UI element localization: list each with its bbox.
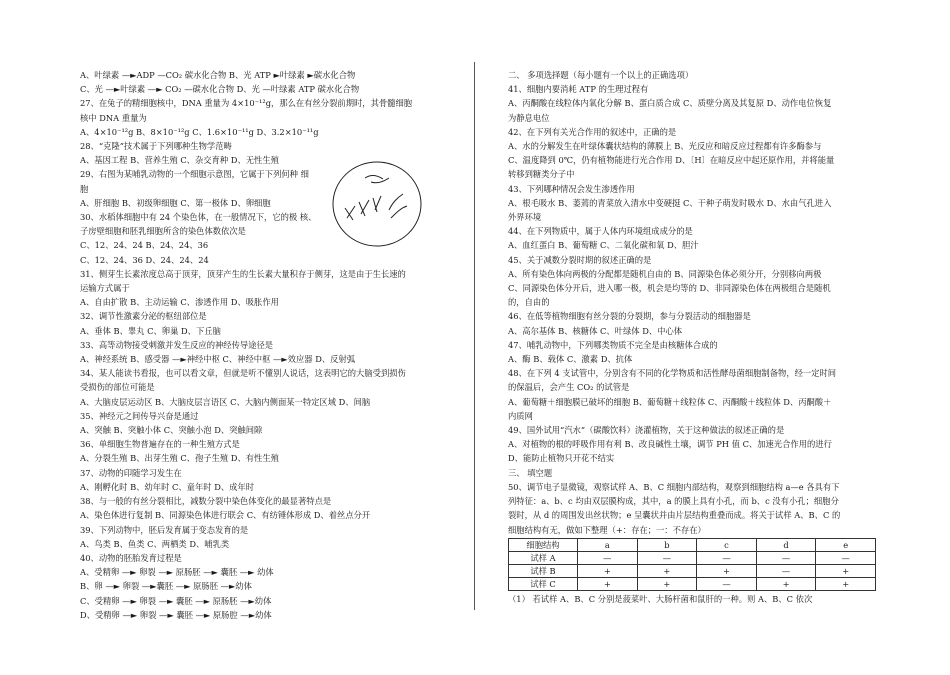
chromosome	[371, 178, 389, 183]
cell-diagram	[331, 158, 423, 250]
question-line: C、温度降到 0℃，仍有植物能进行光合作用 D、〔H〕在暗反应中起还原作用，并将能量	[508, 155, 835, 166]
question-line: 36、单细胞生物普遍存在的一种生殖方式是	[80, 439, 240, 450]
cell-membrane	[333, 162, 421, 246]
question-line: A、大脑皮层运动区 B、大脑皮层言语区 C、大脑内侧面某一特定区域 D、间脑	[80, 396, 371, 407]
question-line: 三、 填空题	[508, 467, 553, 478]
question-line: 49、国外试用“汽水”（碳酸饮料）浇灌植物，关于这种做法的叙述正确的是	[508, 425, 785, 436]
question-line: 内质网	[508, 410, 533, 421]
chromosome	[359, 200, 369, 216]
question-line: 43、下列哪种情况会发生渗透作用	[508, 183, 635, 194]
question-line: A、叶绿素 —►ADP —CO₂ 碳水化合物 B、光 ATP ►叶绿素 ►碳水化合物	[80, 70, 356, 80]
question-line: 列特征：a、b、c 均由双层膜构成，其中，a 的膜上具有小孔，而 b、c 没有小孔；细胞分	[508, 496, 839, 507]
question-line: 子房壁细胞和胚乳细胞所含的染色体数依次是	[80, 226, 246, 237]
right-questions	[508, 68, 876, 537]
question-line: 裂时，从 d 的周围发出丝状物；e 呈囊状并由片层结构重叠而成。将关于试样 A、B、C 的	[508, 510, 841, 521]
question-line: 38、与一般的有丝分裂相比，减数分裂中染色体变化的最显著特点是	[80, 496, 332, 507]
table-row	[509, 551, 876, 564]
question-line: 29、右图为某哺乳动物的一个细胞示意图，它属于下列何种 细	[80, 169, 309, 180]
chromosome	[391, 206, 407, 218]
question-line: C、同源染色体分开后，进入哪一极，机会是均等的 D、非同源染色体在两极组合是随机	[508, 283, 831, 294]
table-cell: +	[637, 564, 697, 577]
table-cell: —	[756, 564, 816, 577]
chromosome	[373, 196, 381, 212]
question-line: 30、水稻体细胞中有 24 个染色体，在一般情况下，它的极 核、	[80, 212, 317, 223]
question-line: A、突触 B、突触小体 C、突触小泡 D、突触间隙	[80, 425, 263, 436]
question-line: A、垂体 B、睾丸 C、卵巢 D、下丘脑	[80, 325, 221, 336]
question-line: A、丙酮酸在线粒体内氧化分解 B、蛋白质合成 C、质壁分离及其复原 D、动作电位恢复	[508, 98, 832, 109]
table-cell: —	[816, 551, 876, 564]
table-cell: —	[578, 551, 638, 564]
table-cell: +	[637, 577, 697, 590]
question-line: C、受精卵 —► 卵裂 —► 囊胚 —► 原肠胚 —►幼体	[80, 595, 272, 606]
question-line: A、葡萄糖＋细胞膜已破坏的细胞 B、葡萄糖＋线粒体 C、丙酮酸＋线粒体 D、丙酮酸＋	[508, 396, 832, 407]
question-line: 转移到糖类分子中	[508, 169, 575, 180]
question-line: A、染色体进行复制 B、同源染色体进行联会 C、有纺锤体形成 D、着丝点分开	[80, 510, 371, 521]
table-cell: —	[637, 551, 697, 564]
question-line: D、能防止植物只开花不结实	[508, 453, 615, 464]
question-line: 42、在下列有关光合作用的叙述中，正确的是	[508, 126, 677, 137]
question-line: 胞	[80, 183, 89, 194]
question-line: 28、“克隆”技术属于下列哪种生物学范畴	[80, 141, 232, 152]
table-cell: +	[578, 577, 638, 590]
question-line: A、根毛吸水 B、萎蔫的青菜放入清水中变硬挺 C、干种子萌发时吸水 D、水由气孔进入	[508, 197, 832, 208]
question-line: C、12、24、36 D、24、24、24	[80, 254, 209, 265]
question-line: A、对植物的根的呼吸作用有利 B、改良碱性土壤，调节 PH 值 C、加速光合作用的进行	[508, 439, 832, 450]
question-line: 32、调节性激素分泌的枢纽部位是	[80, 311, 207, 322]
question-line: A、肝细胞 B、初级卵细胞 C、第一极体 D、卵细胞	[80, 197, 271, 208]
question-line: 核中 DNA 重量为	[80, 112, 147, 123]
question-line: A、基因工程 B、营养生殖 C、杂交育种 D、无性生殖	[80, 155, 279, 166]
question-line: 40、动物的胚胎发育过程是	[80, 552, 182, 563]
question-line: 48、在下列 4 支试管中，分别含有不同的化学物质和活性酵母菌细胞制备物，经一定时间	[508, 368, 837, 379]
table-row	[509, 577, 876, 590]
table-header-cell: d	[756, 538, 816, 551]
table-row	[509, 564, 876, 577]
question-line: 为静息电位	[508, 112, 550, 123]
question-line: B、卵 —► 卵裂 —►囊胚 —► 原肠胚 —►幼体	[80, 581, 252, 592]
question-line: 47、哺乳动物中，下列哪类物质不完全是由核糖体合成的	[508, 339, 718, 350]
table-header-cell: a	[578, 538, 638, 551]
question-line: C、12、24、24 B、24、24、36	[80, 240, 209, 251]
table-header-row	[509, 538, 876, 551]
table-cell: +	[697, 564, 757, 577]
question-line: 41、细胞内要消耗 ATP 的生理过程有	[508, 84, 649, 95]
table-cell: —	[697, 551, 757, 564]
table-cell: +	[816, 577, 876, 590]
question-line: 46、在低等植物细胞有丝分裂的分裂期，参与分裂活动的细胞器是	[508, 311, 751, 322]
left-column	[80, 68, 452, 622]
table-cell: 试样 B	[509, 564, 578, 577]
question-line: A、刚孵化时 B、幼年时 C、童年时 D、成年时	[80, 481, 255, 492]
question-line: 44、在下列物质中，属于人体内环境组成成分的是	[508, 226, 693, 237]
question-line: 37、动物的印随学习发生在	[80, 467, 182, 478]
question-line: 27、在兔子的精细胞核中，DNA 重量为 4×10⁻¹²g，那么在有丝分裂前期时，其骨髓细胞	[80, 98, 413, 109]
question-line: 受损伤的部位可能是	[80, 382, 155, 393]
question-line: 31、侧芽生长素浓度总高于顶芽，顶芽产生的生长素大量积存于侧芽，这是由于生长速的	[80, 268, 406, 279]
table-header-cell: c	[697, 538, 757, 551]
table-header-cell: e	[816, 538, 876, 551]
question-line: A、鸟类 B、鱼类 C、两栖类 D、哺乳类	[80, 538, 230, 549]
question-line: 39、下列动物中，胚后发育属于变态发育的是	[80, 524, 249, 535]
question-line: A、酶 B、载体 C、激素 D、抗体	[508, 354, 633, 365]
table-cell: +	[578, 564, 638, 577]
question-line: 45、关于减数分裂时期的叙述正确的是	[508, 254, 652, 265]
question-line: 的，自由的	[508, 297, 550, 308]
table-cell: +	[756, 577, 816, 590]
question-line: 运输方式属于	[80, 283, 130, 294]
question-line: 33、高等动物接受刺激并发生反应的神经传导途径是	[80, 339, 274, 350]
chromosome	[389, 194, 403, 210]
question-line: 的保温后，会产生 CO₂ 的试管是	[508, 382, 630, 393]
table-cell: 试样 A	[509, 551, 578, 564]
chromosome	[345, 206, 355, 220]
question-line: 34、某人能读书看报，也可以看文章，但就是听不懂别人说话，这表明它的大脑受到损伤	[80, 368, 406, 379]
question-line: A、受精卵 —► 卵裂 —► 原肠胚 —► 囊胚 —► 幼体	[80, 567, 274, 578]
question-line: A、血红蛋白 B、葡萄糖 C、二氧化碳和氧 D、胆汁	[508, 240, 699, 251]
table-cell: +	[816, 564, 876, 577]
table-cell: —	[697, 577, 757, 590]
question-line: A、自由扩散 B、主动运输 C、渗透作用 D、吸胀作用	[80, 297, 279, 308]
question-line: （1） 若试样 A、B、C 分别是菠菜叶、大肠杆菌和鼠肝的一种。则 A、B、C 依次	[508, 593, 813, 604]
question-line: 外界环境	[508, 212, 542, 223]
table-header-cell: b	[637, 538, 697, 551]
question-line: D、受精卵 —► 卵裂 —► 囊胚 —► 原肠腔 —►幼体	[80, 609, 272, 620]
question-line: A、分裂生殖 B、出芽生殖 C、孢子生殖 D、有性生殖	[80, 453, 279, 464]
question-line: A、4×10⁻¹²g B、8×10⁻¹²g C、1.6×10⁻¹¹g D、3.2×10⁻¹¹g	[80, 126, 319, 137]
cell-structure-table	[508, 538, 876, 591]
question-line: 细胞结构有无，做如下整理（+：存在；一：不存在）	[508, 524, 706, 535]
table-cell: —	[756, 551, 816, 564]
column-divider	[474, 62, 475, 610]
chromosome	[365, 175, 383, 179]
question-line: 二、 多项选择题（每小题有一个以上的正确选项）	[508, 70, 694, 80]
question-line: A、水的分解发生在叶绿体囊状结构的薄膜上 B、光反应和暗反应过程都有许多酶参与	[508, 141, 822, 152]
right-column	[508, 68, 876, 606]
table-header-cell: 细胞结构	[509, 538, 578, 551]
question-line: C、光 —►叶绿素 —► CO₂ —碳水化合物 D、光 —叶绿素 ATP 碳水化合物	[80, 84, 360, 95]
question-line: A、所有染色体向两极的分配都是随机自由的 B、同源染色体必须分开，分别移向两极	[508, 268, 822, 279]
table-cell: 试样 C	[509, 577, 578, 590]
question-line: A、神经系统 B、感受器 —►神经中枢 C、神经中枢 —►效应器 D、反射弧	[80, 354, 356, 365]
question-line: 35、神经元之间传导兴奋是通过	[80, 410, 199, 421]
question-line: 50、调节电子显微镜，观察试样 A、B、C 细胞内部结构，观察到细胞结构 a—e 各具有下	[508, 481, 840, 492]
question-line: A、高尔基体 B、核糖体 C、叶绿体 D、中心体	[508, 325, 683, 336]
